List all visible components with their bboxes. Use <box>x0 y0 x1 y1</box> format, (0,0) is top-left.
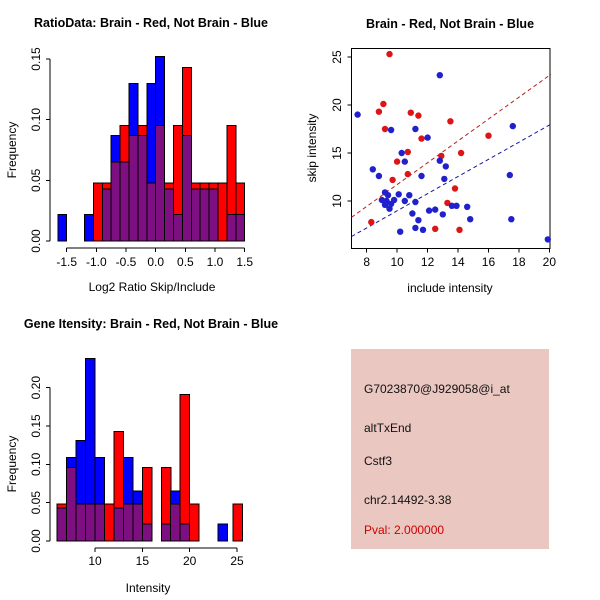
y-tick-label: 0.15 <box>29 414 43 438</box>
data-point <box>440 211 446 217</box>
data-point <box>406 192 412 198</box>
hist-bar-overlap <box>180 524 190 541</box>
x-tick-label: 12 <box>420 255 435 269</box>
y-tick-label: 15 <box>330 146 344 160</box>
y-tick-label: 25 <box>330 50 344 64</box>
data-point <box>412 126 418 132</box>
chart-title: Gene Itensity: Brain - Red, Not Brain - Blue <box>23 317 279 331</box>
hist-bar <box>93 183 102 241</box>
data-point <box>405 149 411 155</box>
hist-bar-overlap <box>182 135 191 241</box>
x-tick-label: 1.5 <box>236 255 254 269</box>
data-point <box>510 123 516 129</box>
y-tick-label: 0.05 <box>29 168 43 193</box>
data-point <box>453 203 459 209</box>
hist-bar-overlap <box>209 189 218 241</box>
hist-bar <box>190 504 200 541</box>
hist-bar <box>180 395 190 541</box>
chart-title: Brain - Red, Not Brain - Blue <box>365 17 535 31</box>
data-point <box>464 204 470 210</box>
y-tick-label: 0.10 <box>29 452 43 477</box>
hist-bar-overlap <box>174 214 183 241</box>
y-tick-label: 0.15 <box>29 47 43 71</box>
y-axis-label: Frequency <box>5 121 19 179</box>
x-tick-label: 16 <box>481 255 496 269</box>
data-point <box>418 173 424 179</box>
hist-bar-overlap <box>95 504 105 541</box>
x-tick-label: 20 <box>542 255 557 269</box>
hist-bar <box>105 504 115 541</box>
data-point <box>388 127 394 133</box>
data-point <box>415 217 421 223</box>
y-tick-label: 10 <box>330 194 344 208</box>
hist-bar <box>233 504 243 541</box>
data-point <box>397 229 403 235</box>
hist-bar-overlap <box>147 183 156 241</box>
x-tick-label: -1.0 <box>86 255 107 269</box>
data-point <box>456 227 462 233</box>
data-point <box>376 173 382 179</box>
y-tick-label: 0.00 <box>29 229 43 253</box>
data-point <box>386 51 392 57</box>
data-point <box>458 150 464 156</box>
data-point <box>399 150 405 156</box>
data-point <box>437 158 443 164</box>
data-point <box>408 110 414 116</box>
data-point <box>376 109 382 115</box>
data-point <box>380 101 386 107</box>
data-point <box>405 171 411 177</box>
hist-bar-overlap <box>165 189 174 241</box>
data-point <box>412 225 418 231</box>
data-point <box>391 197 397 203</box>
data-point <box>424 134 430 140</box>
hist-bar-overlap <box>161 524 171 541</box>
data-point <box>437 72 443 78</box>
pval-text: Pval: 2.000000 <box>364 523 445 537</box>
notbrain-fit-line <box>352 124 551 236</box>
y-tick-label: 0.20 <box>29 375 43 400</box>
hist-bar-overlap <box>123 504 132 541</box>
hist-bar <box>218 524 228 541</box>
data-point <box>386 206 392 212</box>
x-tick-label: 8 <box>363 255 371 269</box>
plot-box <box>352 48 550 248</box>
hist-bar-overlap <box>102 189 111 241</box>
x-axis-label: Log2 Ratio Skip/Include <box>88 280 216 294</box>
hist-bar-overlap <box>57 508 67 541</box>
hist-bar <box>218 183 227 241</box>
hist-bar-overlap <box>67 467 77 541</box>
not-brain-points <box>354 72 551 243</box>
hist-bar-overlap <box>129 135 138 241</box>
y-axis-label: skip intensity <box>305 113 319 183</box>
data-point <box>485 133 491 139</box>
x-tick-label: 10 <box>88 554 102 568</box>
data-point <box>452 185 458 191</box>
data-point <box>508 216 514 222</box>
data-point <box>402 198 408 204</box>
x-tick-label: 18 <box>512 255 526 269</box>
data-point <box>418 135 424 141</box>
hist-bar <box>85 214 94 241</box>
hist-bar-overlap <box>200 189 209 241</box>
hist-bar-overlap <box>227 214 236 241</box>
x-tick-label: -1.5 <box>56 255 78 269</box>
brain-fit-line <box>352 74 551 217</box>
gene-name-text: Cstf3 <box>364 454 393 468</box>
data-point <box>443 163 449 169</box>
gene-intensity-histogram-bars <box>57 359 243 542</box>
hist-bar-overlap <box>120 162 129 241</box>
y-tick-label: 0.10 <box>29 107 43 132</box>
hist-bar <box>58 214 67 241</box>
ratio-histogram-group <box>5 16 268 294</box>
x-tick-label: 0.5 <box>177 255 194 269</box>
hist-bar-overlap <box>133 504 143 541</box>
data-point <box>447 118 453 124</box>
x-tick-label: 15 <box>135 554 150 568</box>
info-panel <box>351 349 549 549</box>
data-point <box>420 227 426 233</box>
hist-bar-overlap <box>111 162 120 241</box>
y-tick-label: 20 <box>330 98 344 112</box>
hist-bar-overlap <box>156 126 165 241</box>
data-point <box>432 206 438 212</box>
chart-title: RatioData: Brain - Red, Not Brain - Blue <box>33 16 269 30</box>
location-text: chr2.14492-3.38 <box>364 493 452 507</box>
hist-bar-overlap <box>171 504 181 541</box>
data-point <box>409 210 415 216</box>
x-tick-label: -0.5 <box>115 255 137 269</box>
data-point <box>382 126 388 132</box>
hist-bar-overlap <box>138 135 147 241</box>
y-tick-label: 0.00 <box>29 529 43 553</box>
x-tick-label: 1.0 <box>206 255 224 269</box>
data-point <box>412 199 418 205</box>
data-point <box>402 158 408 164</box>
x-tick-label: 10 <box>390 255 404 269</box>
y-axis-label: Frequency <box>5 435 19 493</box>
hist-bar-overlap <box>114 508 124 541</box>
x-tick-label: 25 <box>230 554 244 568</box>
x-axis-label: Intensity <box>125 581 171 595</box>
data-point <box>370 166 376 172</box>
data-point <box>394 158 400 164</box>
gene-intensity-histogram-group <box>5 317 278 595</box>
hist-bar-overlap <box>191 189 200 241</box>
x-axis-label: include intensity <box>407 281 493 295</box>
hist-bar-overlap <box>76 504 86 541</box>
data-point <box>354 111 360 117</box>
data-point <box>441 176 447 182</box>
event-type-text: altTxEnd <box>364 421 412 435</box>
data-point <box>389 177 395 183</box>
probe-id-text: G7023870@J929058@i_at <box>364 382 510 396</box>
hist-bar-overlap <box>86 504 96 541</box>
hist-bar-overlap <box>236 214 245 241</box>
data-point <box>415 112 421 118</box>
data-point <box>507 172 513 178</box>
data-point <box>467 216 473 222</box>
intensity-scatter-axes <box>348 57 550 252</box>
data-point <box>385 192 391 198</box>
data-point <box>432 226 438 232</box>
data-point <box>426 207 432 213</box>
y-tick-label: 0.05 <box>29 490 43 515</box>
data-point <box>545 236 551 242</box>
data-point <box>368 219 374 225</box>
hist-bar-overlap <box>142 524 152 541</box>
data-point <box>396 191 402 197</box>
intensity-scatter-group <box>305 17 556 295</box>
x-tick-label: 0.0 <box>147 255 165 269</box>
ratio-histogram-bars <box>58 57 245 241</box>
x-tick-label: 14 <box>451 255 465 269</box>
x-tick-label: 20 <box>182 554 197 568</box>
fit-lines <box>352 74 551 236</box>
